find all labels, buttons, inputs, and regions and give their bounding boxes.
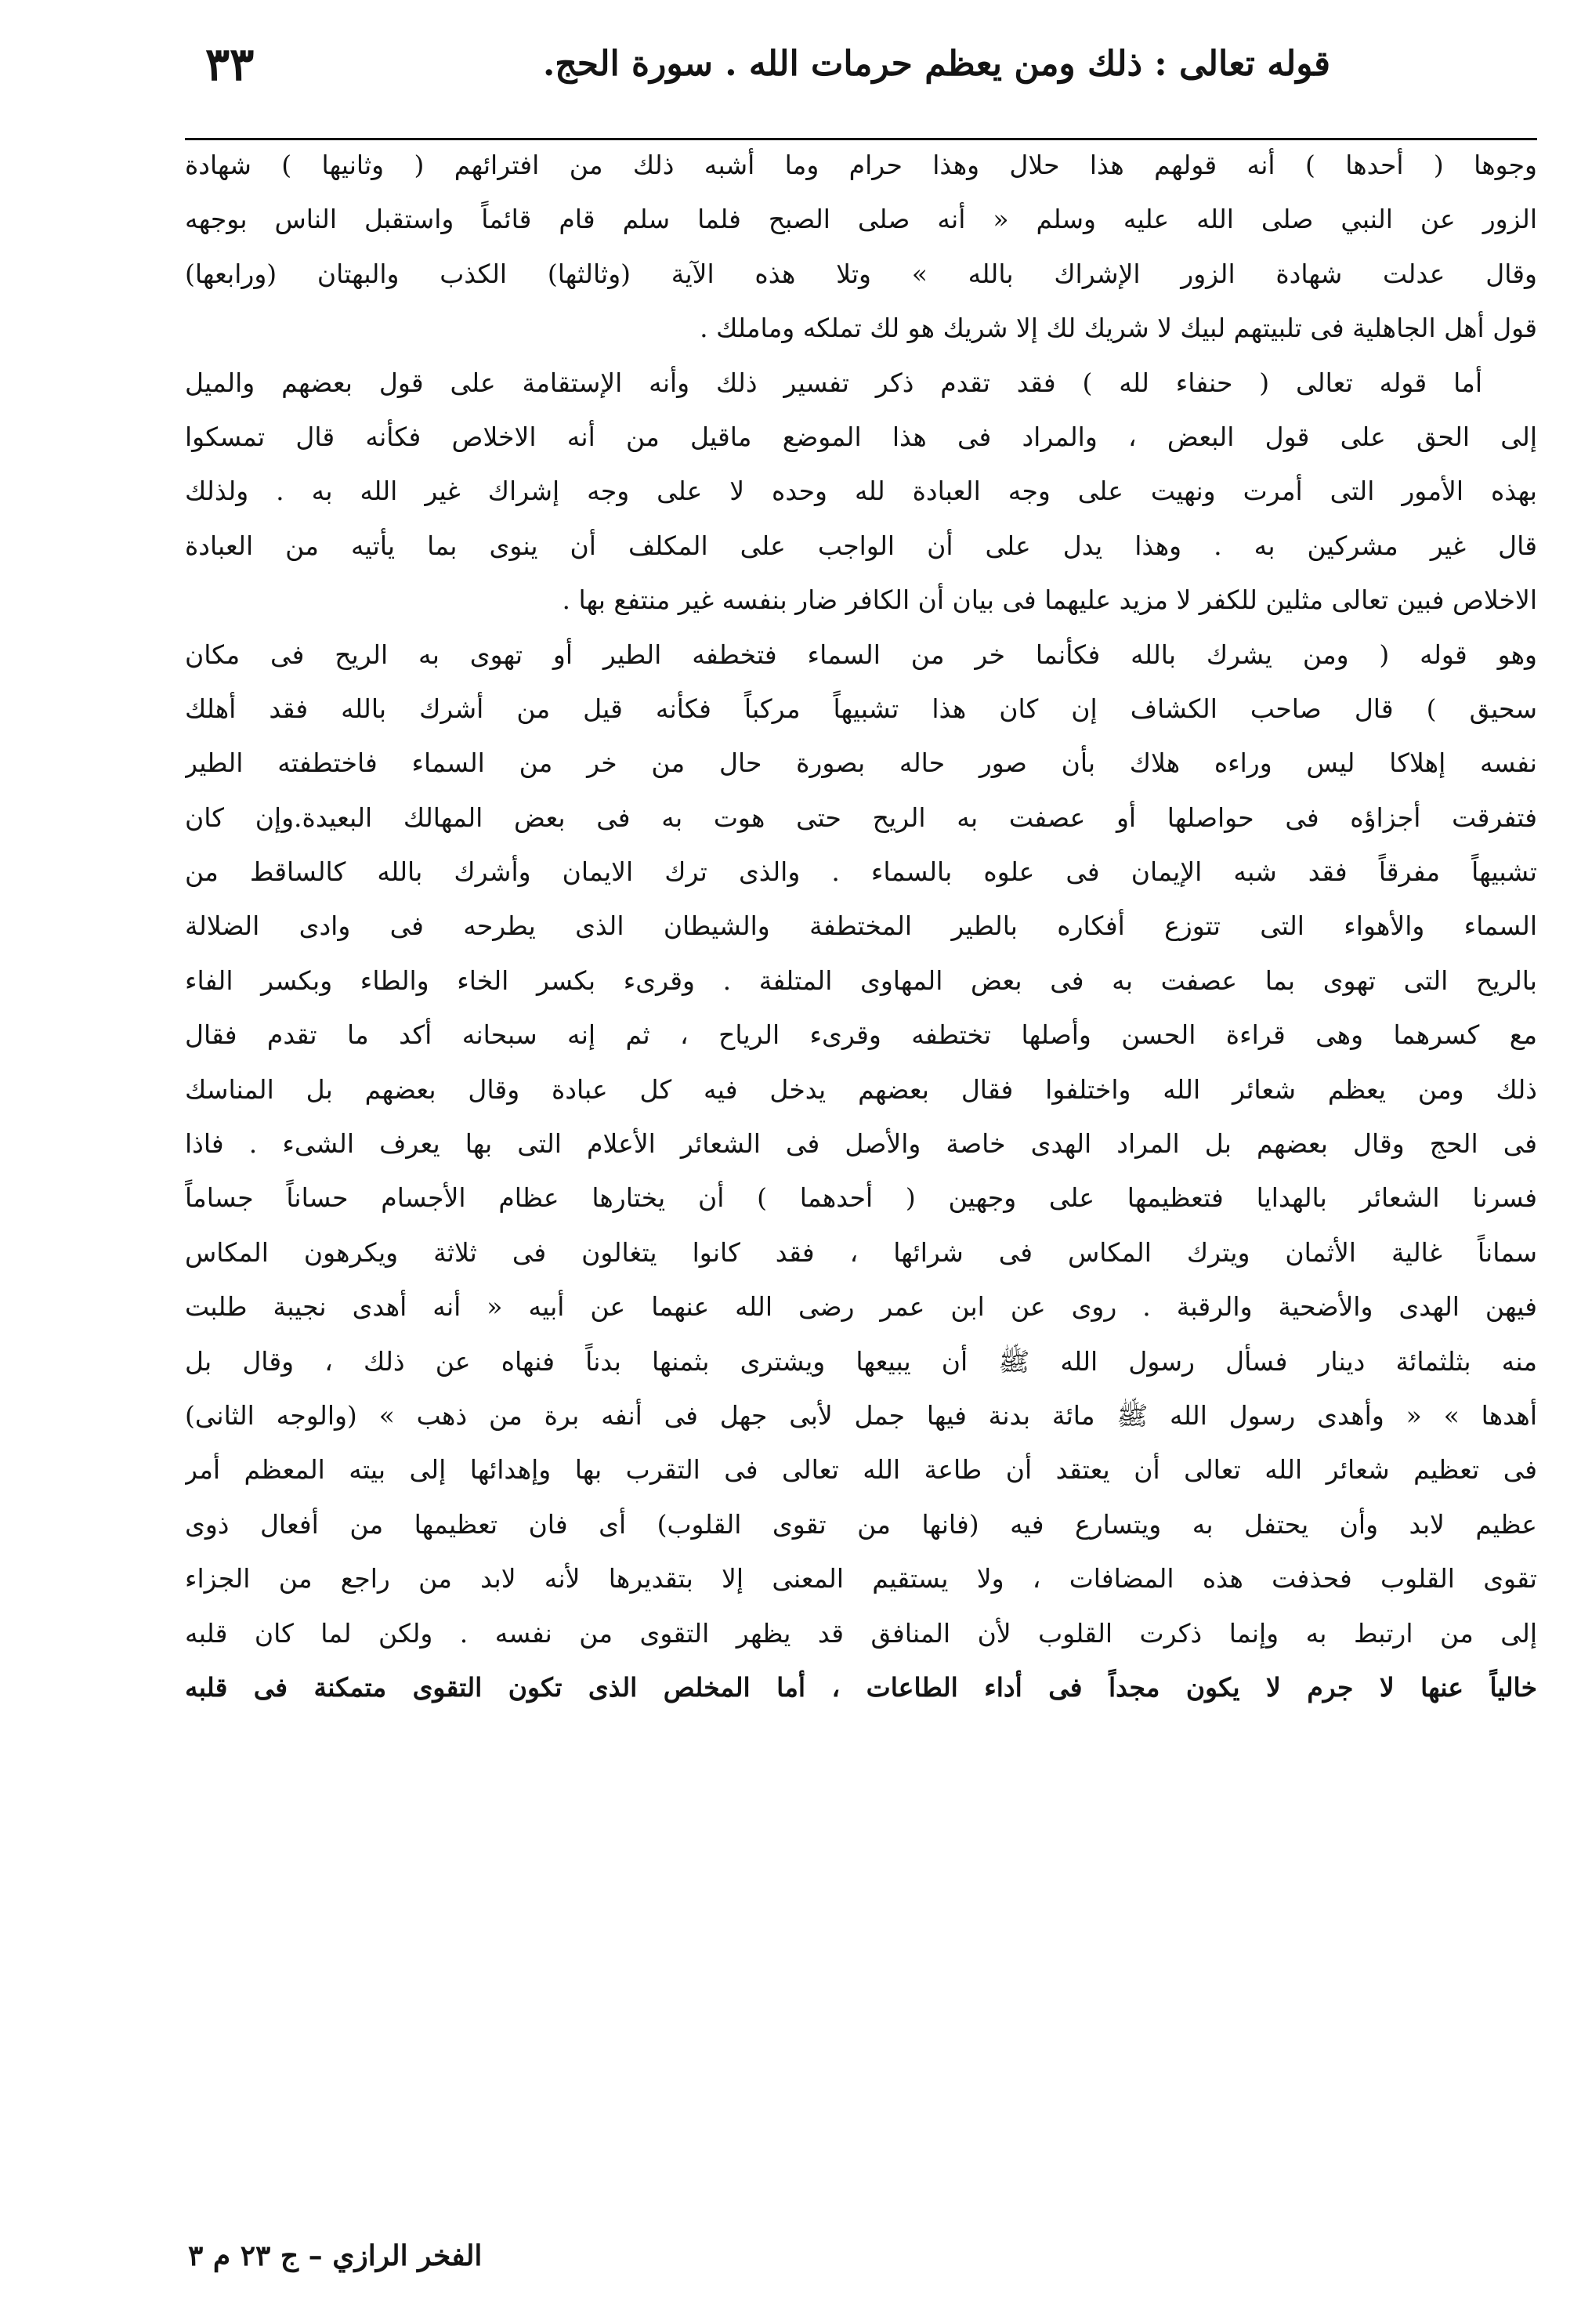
text-line: إلى من ارتبط به وإنما ذكرت القلوب لأن المنافق قد يظهر التقوى من نفسه . ولكن لما كان قلبه — [185, 1617, 1537, 1649]
text-line: نفسه إهلاكا ليس وراءه هلاك بأن صور حاله بصورة حال من خر من السماء فاختطفته الطير — [185, 748, 1537, 779]
text-line: تشبيهاً مفرقاً فقد شبه الإيمان فى علوه بالسماء . والذى ترك الايمان وأشرك بالله كالساقط من — [185, 856, 1537, 888]
text-line: فى تعظيم شعائر الله تعالى أن يعتقد أن طاعة الله تعالى فى التقرب بها وإهدائها إلى بيته المعظم أمر — [185, 1454, 1537, 1486]
text-line: قال غير مشركين به . وهذا يدل على أن الواجب على المكلف أن ينوى بما يأتيه من العبادة — [185, 530, 1537, 561]
text-line: وجوها ( أحدها ) أنه قولهم هذا حلال وهذا حرام وما أشبه ذلك من افترائهم ( وثانيها ) شهادة — [185, 150, 1537, 180]
text-line: عظيم لابد وأن يحتفل به ويتسارع فيه (فانها من تقوى القلوب) أى فان تعظيمها من أفعال ذوى — [185, 1508, 1537, 1540]
text-line: سماناً غالية الأثمان ويترك المكاس فى شرائها ، فقد كانوا يتغالون فى ثلاثة ويكرهون المكاس — [185, 1236, 1537, 1268]
text-line: خالياً عنها لا جرم لا يكون مجداً فى أداء الطاعات ، أما المخلص الذى تكون التقوى متمكنة فى قلبه — [185, 1671, 1537, 1703]
text-line: سحيق ) قال صاحب الكشاف إن كان هذا تشبيهاً مركباً فكأنه قيل من أشرك بالله فقد أهلك — [185, 693, 1537, 724]
text-line: فى الحج وقال بعضهم بل المراد الهدى خاصة والأصل فى الشعائر الأعلام التى بها يعرف الشىء . فاذا — [185, 1128, 1537, 1160]
text-line: بالريح التى تهوى بما عصفت به فى بعض المهاوى المتلفة . وقرىء بكسر الخاء والطاء وبكسر الفاء — [185, 965, 1537, 996]
text-line: أما قوله تعالى ( حنفاء لله ) فقد تقدم ذكر تفسير ذلك وأنه الإستقامة على قول بعضهم والميل — [185, 367, 1482, 398]
text-line: الاخلاص فبين تعالى مثلين للكفر لا مزيد عليهما فى بيان أن الكافر ضار بنفسه غير منتفع بها . — [562, 585, 1537, 616]
text-line: بهذه الأمور التى أمرت ونهيت على وجه العبادة لله وحده لا على وجه إشراك غير الله به . ولذلك — [185, 476, 1537, 507]
text-line: منه بثلثمائة دينار فسأل رسول الله ﷺ أن يبيعها ويشترى بثمنها بدناً فنهاه عن ذلك ، وقال بل — [185, 1345, 1537, 1377]
page-header — [0, 24, 1581, 118]
text-line: فيهن الهدى والأضحية والرقبة . روى عن ابن عمر رضى الله عنهما عن أبيه « أنه أهدى نجيبة طلبت — [185, 1291, 1537, 1323]
text-line: السماء والأهواء التى تتوزع أفكاره بالطير المختطفة والشيطان الذى يطرحه فى وادى الضلالة — [185, 910, 1537, 942]
text-line: قول أهل الجاهلية فى تلبيتهم لبيك لا شريك لك إلا شريك هو لك تملكه وماملك . — [700, 313, 1537, 344]
running-title: قوله تعالى : ذلك ومن يعظم حرمات الله . سورة الحج. — [542, 44, 1330, 84]
text-line: فسرنا الشعائر بالهدايا فتعظيمها على وجهين ( أحدهما ) أن يختارها عظام الأجسام حساناً جساماً — [185, 1182, 1537, 1214]
text-line: وهو قوله ( ومن يشرك بالله فكأنما خر من السماء فتخطفه الطير أو تهوى به الريح فى مكان — [185, 639, 1537, 670]
text-line: مع كسرهما وهى قراءة الحسن وأصلها تختطفه وقرىء الرياح ، ثم إنه سبحانه أكد ما تقدم فقال — [185, 1019, 1537, 1051]
text-line: فتفرقت أجزاؤه فى حواصلها أو عصفت به الريح حتى هوت به فى بعض المهالك البعيدة.وإن كان — [185, 802, 1537, 833]
text-line: الزور عن النبي صلى الله عليه وسلم « أنه صلى الصبح فلما سلم قام قائماً واستقبل الناس بوجهه — [185, 204, 1537, 235]
text-line: أهدها » « وأهدى رسول الله ﷺ مائة بدنة فيها جمل لأبى جهل فى أنفه برة من ذهب » (والوجه الثانى) — [185, 1399, 1537, 1431]
text-line: إلى الحق على قول البعض ، والمراد فى هذا الموضع ماقيل من أنه الاخلاص فكأنه قال تمسكوا — [185, 421, 1537, 452]
footer-signature: الفخر الرازي – ج ٢٣ م ٣ — [188, 2239, 483, 2272]
text-line: وقال عدلت شهادة الزور الإشراك بالله » وتلا هذه الآية (وثالثها) الكذب والبهتان (ورابعها) — [185, 258, 1537, 289]
text-line: تقوى القلوب فحذفت هذه المضافات ، ولا يستقيم المعنى إلا بتقديرها لأنه لابد من راجع من الجزاء — [185, 1563, 1537, 1595]
body-text — [185, 138, 1537, 1714]
text-line: ذلك ومن يعظم شعائر الله واختلفوا فقال بعضهم يدخل فيه كل عبادة وقال بعضهم بل المناسك — [185, 1073, 1537, 1105]
page-number: ٣٣ — [205, 38, 255, 91]
